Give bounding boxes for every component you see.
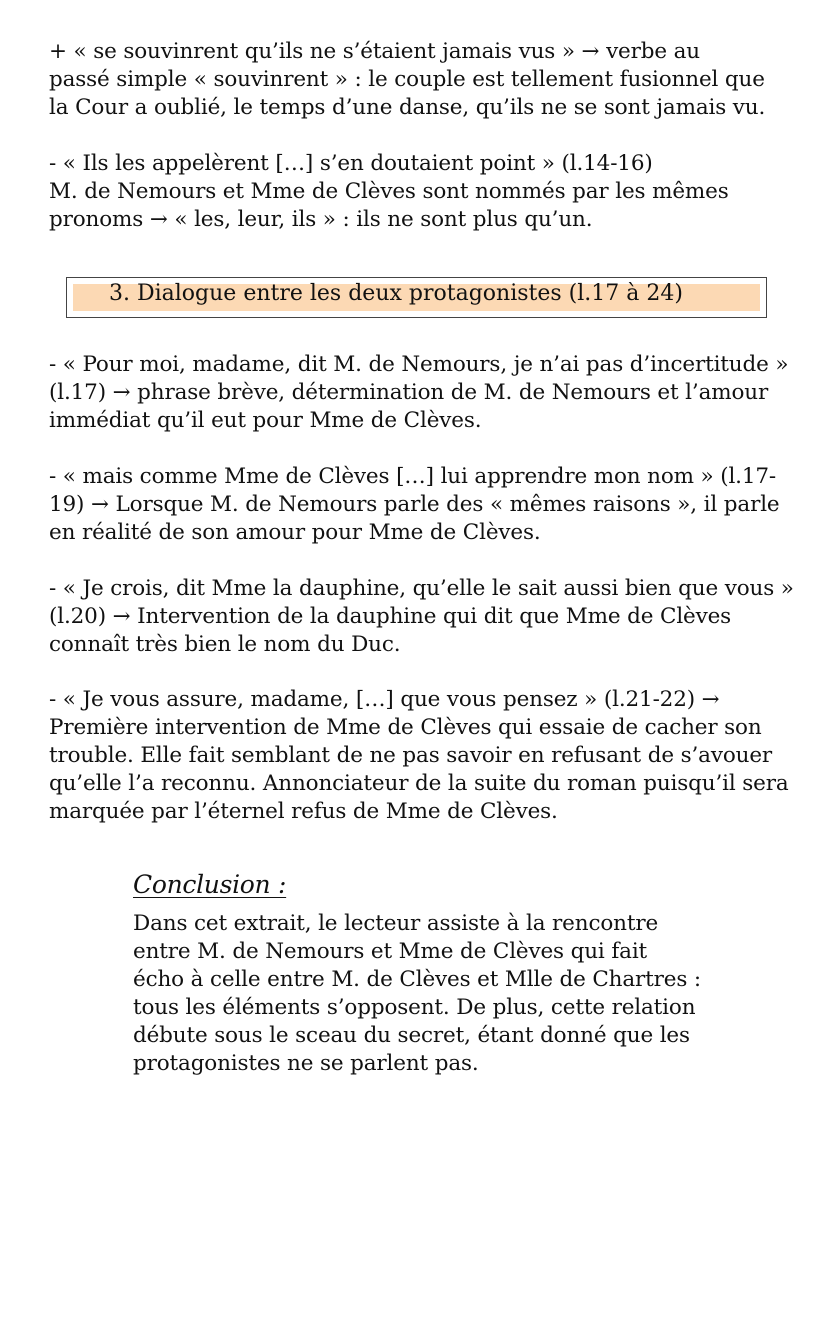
section-paragraph-2-line-3: en réalité de son amour pour Mme de Clèves. [49,520,541,545]
section-paragraph-4-line-3: trouble. Elle fait semblant de ne pas savoir en refusant de s’avouer [49,743,773,768]
paragraph-2-line-1: - « Ils les appelèrent […] s’en doutaient point » (l.14-16) [49,151,653,176]
conclusion-line-4: tous les éléments s’opposent. De plus, cette relation [133,995,696,1020]
conclusion-line-5: débute sous le sceau du secret, étant donné que les [133,1023,690,1048]
section-paragraph-4-line-2: Première intervention de Mme de Clèves qui essaie de cacher son [49,715,762,740]
section-paragraph-2-line-1: - « mais comme Mme de Clèves […] lui apprendre mon nom » (l.17- [49,464,777,489]
paragraph-2-line-3: pronoms → « les, leur, ils » : ils ne sont plus qu’un. [49,207,593,232]
section-title: 3. Dialogue entre les deux protagonistes (l.17 à 24) [109,281,683,306]
section-paragraph-4-line-1: - « Je vous assure, madame, […] que vous pensez » (l.21-22) → [49,687,720,712]
conclusion-line-6: protagonistes ne se parlent pas. [133,1051,479,1076]
section-paragraph-1-line-3: immédiat qu’il eut pour Mme de Clèves. [49,408,482,433]
section-paragraph-1-line-1: - « Pour moi, madame, dit M. de Nemours, je n’ai pas d’incertitude » [49,352,789,377]
conclusion-heading: Conclusion : [133,870,287,899]
conclusion-line-1: Dans cet extrait, le lecteur assiste à la rencontre [133,911,659,936]
paragraph-1-line-3: la Cour a oublié, le temps d’une danse, qu’ils ne se sont jamais vu. [49,95,766,120]
section-heading-box [66,277,767,318]
paragraph-1-line-2: passé simple « souvinrent » : le couple est tellement fusionnel que [49,67,765,92]
paragraph-2-line-2: M. de Nemours et Mme de Clèves sont nommés par les mêmes [49,179,729,204]
section-paragraph-3-line-1: - « Je crois, dit Mme la dauphine, qu’elle le sait aussi bien que vous » [49,576,794,601]
section-paragraph-4-line-4: qu’elle l’a reconnu. Annonciateur de la suite du roman puisqu’il sera [49,771,789,796]
section-paragraph-3-line-2: (l.20) → Intervention de la dauphine qui dit que Mme de Clèves [49,604,732,629]
section-paragraph-1-line-2: (l.17) → phrase brève, détermination de M. de Nemours et l’amour [49,380,769,405]
conclusion-line-3: écho à celle entre M. de Clèves et Mlle de Chartres : [133,967,701,992]
paragraph-1-line-1: + « se souvinrent qu’ils ne s’étaient jamais vus » → verbe au [49,39,700,64]
conclusion-line-2: entre M. de Nemours et Mme de Clèves qui fait [133,939,648,964]
section-paragraph-4-line-5: marquée par l’éternel refus de Mme de Clèves. [49,799,558,824]
section-paragraph-2-line-2: 19) → Lorsque M. de Nemours parle des « mêmes raisons », il parle [49,492,780,517]
section-paragraph-3-line-3: connaît très bien le nom du Duc. [49,632,401,657]
